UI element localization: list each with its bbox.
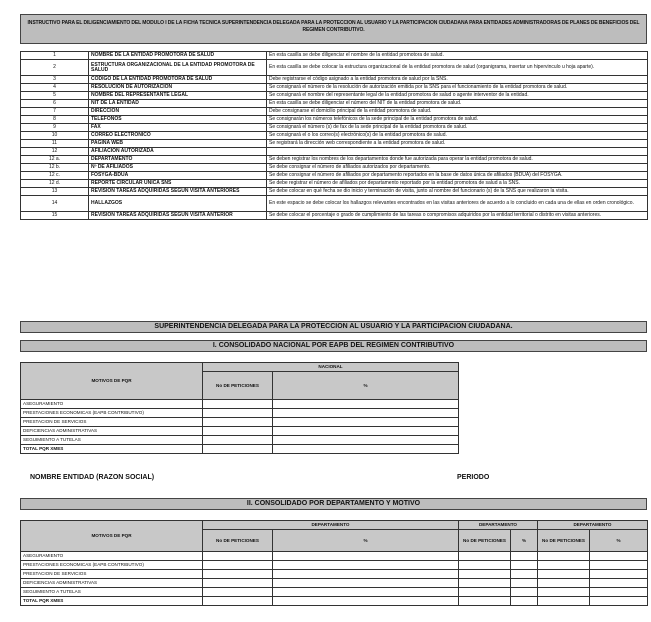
section1-motivo-label: PRESTACION DE SERVICIOS — [21, 418, 203, 427]
section1-value-cell[interactable] — [273, 418, 459, 427]
section1-row — [21, 436, 459, 445]
instruction-description: Se debe consignar el número de afiliados autorizados por departamento. — [267, 164, 648, 172]
section2-value-cell[interactable] — [273, 597, 459, 606]
instruction-description — [267, 148, 648, 156]
instruction-description: Se debe consignar el número de afiliados por departamento reportados en la base de datos única de afiliados (BDUA) del FOSYGA. — [267, 172, 648, 180]
instruction-row — [21, 164, 648, 172]
instruction-number: 12 — [21, 148, 89, 156]
instructions-header — [20, 14, 647, 44]
section1-row — [21, 400, 459, 409]
section2-peticiones-header-2-text: No DE PETICIONES — [463, 537, 506, 543]
section1-motivo-label: TOTAL PQR XMES — [21, 445, 203, 454]
instruction-number: 14 — [21, 196, 89, 212]
section2-dept-header-3 — [538, 521, 648, 530]
section2-peticiones-header-3 — [538, 530, 590, 552]
section2-value-cell[interactable] — [590, 570, 648, 579]
instruction-number: 15 — [21, 212, 89, 220]
section2-value-cell[interactable] — [273, 570, 459, 579]
instruction-description: Se consignará el o los correo(s) electrónico(s) de la entidad promotora de salud. — [267, 132, 648, 140]
section2-peticiones-header-3-text: No DE PETICIONES — [542, 537, 585, 543]
section2-motivo-label: ASEGURAMIENTO — [21, 552, 203, 561]
section1-row — [21, 409, 459, 418]
instruction-number: 5 — [21, 92, 89, 100]
instruction-number: 2 — [21, 60, 89, 76]
instruction-row — [21, 156, 648, 164]
section2-value-cell[interactable] — [203, 588, 273, 597]
instructions-header-text: INSTRUCTIVO PARA EL DILIGENCIAMIENTO DEL MODULO I DE LA FICHA TECNICA SUPERINTENDENCIA DELEGADA PARA LA PROTECCION AL USUARIO Y LA PARTICIPACION CIUDADANA PARA ENTIDADES ADMINISTRADORAS DE PLANES DE BENEFICIOS DEL REGIMEN CONTRIBUTIVO. — [27, 20, 640, 33]
instruction-field: CÓDIGO DE LA ENTIDAD PROMOTORA DE SALUD — [89, 76, 267, 84]
instruction-description: Se consignará el nombre del representante legal de la entidad promotora de salud o agente interventor de la entidad. — [267, 92, 648, 100]
section1-peticiones-header-text: No DE PETICIONES — [216, 382, 259, 388]
section2-table — [20, 520, 648, 606]
instruction-row — [21, 124, 648, 132]
instruction-row — [21, 180, 648, 188]
section2-motivo-label: TOTAL PQR XMES — [21, 597, 203, 606]
instruction-number: 8 — [21, 116, 89, 124]
section2-value-cell[interactable] — [273, 552, 459, 561]
section2-value-cell[interactable] — [590, 588, 648, 597]
instruction-description: En este espacio se debe colocar los hallazgos relevantes encontrados en las visitas anteriores de acuerdo a lo concluido en cada una de ellas en orden cronológico. — [267, 196, 648, 212]
instruction-row — [21, 196, 648, 212]
section2-value-cell[interactable] — [538, 570, 590, 579]
instruction-description: Se consignará el número (s) de fax de la sede principal de la entidad promotora de salud. — [267, 124, 648, 132]
section1-value-cell[interactable] — [273, 409, 459, 418]
instruction-row — [21, 100, 648, 108]
instruction-field: FOSYGA-BDUA — [89, 172, 267, 180]
section2-value-cell[interactable] — [459, 588, 511, 597]
instruction-field: REVISION TAREAS ADQUIRIDAS SEGÚN VISITA ANTERIORES — [89, 188, 267, 196]
instruction-row — [21, 60, 648, 76]
section2-dept-header-1-text: DEPARTAMENTO — [311, 522, 350, 528]
section2-dept-header-3-text: DEPARTAMENTO — [573, 522, 612, 528]
section2-motivo-label: PRESTACIONES ECONOMICAS (EAPB CONTRIBUTIVO) — [21, 561, 203, 570]
instruction-number: 10 — [21, 132, 89, 140]
section2-value-cell[interactable] — [538, 579, 590, 588]
instruction-number: 4 — [21, 84, 89, 92]
section2-value-cell[interactable] — [511, 579, 538, 588]
section2-motivos-header-text: MOTIVOS DE PQR — [91, 533, 132, 538]
instruction-row — [21, 140, 648, 148]
section2-value-cell[interactable] — [538, 597, 590, 606]
section2-pct-header-1-text: % — [363, 537, 368, 543]
section2-value-cell[interactable] — [273, 579, 459, 588]
section2-value-cell[interactable] — [203, 570, 273, 579]
instruction-field: CORREO ELECTRONICO — [89, 132, 267, 140]
section1-row — [21, 427, 459, 436]
section2-row — [21, 570, 648, 579]
section1-motivos-header — [21, 363, 203, 400]
section2-value-cell[interactable] — [459, 570, 511, 579]
instruction-field: REPORTE CIRCULAR UNICA SNS — [89, 180, 267, 188]
instruction-row — [21, 92, 648, 100]
instruction-row — [21, 84, 648, 92]
instruction-description: Se debe colocar el porcentaje o grado de cumplimiento de las tareas o compromisos adquiridos por la entidad territorial o distrito en visitas anteriores. — [267, 212, 648, 220]
section2-peticiones-header-1-text: No DE PETICIONES — [216, 537, 259, 543]
section2-motivo-label: PRESTACION DE SERVICIOS — [21, 570, 203, 579]
instruction-description: Se deben registrar los nombres de los departamentos donde fue autorizada para operar la entidad promotora de salud. — [267, 156, 648, 164]
instruction-field: NOMBRE DE LA ENTIDAD PROMOTORA DE SALUD — [89, 52, 267, 60]
section2-peticiones-header-2 — [459, 530, 511, 552]
instruction-field: AFILIACION AUTORIZADA — [89, 148, 267, 156]
instruction-field: ESTRUCTURA ORGANIZACIONAL DE LA ENTIDAD PROMOTORA DE SALUD — [89, 60, 267, 76]
section2-value-cell[interactable] — [538, 588, 590, 597]
section1-value-cell[interactable] — [203, 436, 273, 445]
section2-value-cell[interactable] — [459, 597, 511, 606]
section2-value-cell[interactable] — [459, 552, 511, 561]
instruction-row — [21, 116, 648, 124]
section2-value-cell[interactable] — [203, 579, 273, 588]
section2-value-cell[interactable] — [511, 570, 538, 579]
section1-value-cell[interactable] — [203, 409, 273, 418]
section2-value-cell[interactable] — [511, 588, 538, 597]
section2-value-cell[interactable] — [511, 552, 538, 561]
instruction-field: RESOLUCION DE AUTORIZACION — [89, 84, 267, 92]
section1-motivo-label: SEGUIMIENTO A TUTELAS — [21, 436, 203, 445]
section2-motivo-label: SEGUIMIENTO A TUTELAS — [21, 588, 203, 597]
section1-title: I. CONSOLIDADO NACIONAL POR EAPB DEL REGIMEN CONTRIBUTIVO — [212, 342, 455, 349]
section1-value-cell[interactable] — [273, 436, 459, 445]
section2-dept-header-1 — [203, 521, 459, 530]
instruction-field: HALLAZGOS — [89, 196, 267, 212]
section1-pct-header-text: % — [363, 382, 368, 388]
section1-value-cell[interactable] — [203, 445, 273, 454]
supersalud-title: SUPERINTENDENCIA DELEGADA PARA LA PROTECCION AL USUARIO Y LA PARTICIPACION CIUDADANA. — [154, 323, 513, 330]
section2-motivo-label: DEFICIENCIAS ADMINISTRATIVAS — [21, 579, 203, 588]
instruction-number: 7 — [21, 108, 89, 116]
section1-pct-header — [273, 372, 459, 400]
instruction-description: Debe registrarse el código asignado a la entidad promotora de salud por la SNS. — [267, 76, 648, 84]
instruction-number: 11 — [21, 140, 89, 148]
instruction-description: Se debe registrar el número de afiliados por departamento reportado por la entidad promotora de salud a la SNS. — [267, 180, 648, 188]
section2-row — [21, 597, 648, 606]
instruction-description: En esta casilla se debe colocar la estructura organizacional de la entidad promotora de salud (organigrama, insertar un hipervinculo u hoja aparte). — [267, 60, 648, 76]
section2-pct-header-1 — [273, 530, 459, 552]
instruction-row — [21, 132, 648, 140]
instruction-description: En esta casilla se debe diligenciar el número del NIT de la entidad promotora de salud. — [267, 100, 648, 108]
section2-pct-header-2 — [511, 530, 538, 552]
section1-value-cell[interactable] — [273, 400, 459, 409]
section1-peticiones-header — [203, 372, 273, 400]
instruction-field: DIRECCIÓN — [89, 108, 267, 116]
instruction-row — [21, 108, 648, 116]
instruction-row — [21, 212, 648, 220]
instruction-number: 12 a. — [21, 156, 89, 164]
section2-motivos-header — [21, 521, 203, 552]
instruction-row — [21, 188, 648, 196]
section2-row — [21, 579, 648, 588]
section2-dept-header-2-text: DEPARTAMENTO — [478, 522, 518, 528]
section2-row — [21, 561, 648, 570]
instruction-description: Se registrará la dirección web correspondiente a la entidad promotora de salud. — [267, 140, 648, 148]
instruction-description: Se debe colocar en qué fecha se dio inicio y terminación de visita, junto al nombre del funcionario (s) de la SNS que realizaron la visita. — [267, 188, 648, 196]
section2-value-cell[interactable] — [538, 561, 590, 570]
instruction-description: Se consignará el número de la resolución de autorización emitida por la SNS para el funcionamiento de la entidad promotora de salud. — [267, 84, 648, 92]
section1-value-cell[interactable] — [203, 400, 273, 409]
section1-title-bar — [20, 340, 647, 352]
section2-value-cell[interactable] — [273, 561, 459, 570]
instruction-number: 1 — [21, 52, 89, 60]
section1-row — [21, 418, 459, 427]
section2-value-cell[interactable] — [273, 588, 459, 597]
section2-value-cell[interactable] — [511, 597, 538, 606]
instruction-field: FAX — [89, 124, 267, 132]
section2-dept-header-2 — [459, 521, 538, 530]
instruction-row — [21, 148, 648, 156]
section2-value-cell[interactable] — [590, 552, 648, 561]
instruction-number: 3 — [21, 76, 89, 84]
section2-pct-header-3 — [590, 530, 648, 552]
section1-value-cell[interactable] — [203, 427, 273, 436]
instruction-field: NOMBRE DEL REPRESENTANTE LEGAL — [89, 92, 267, 100]
section2-value-cell[interactable] — [459, 579, 511, 588]
section2-title: II. CONSOLIDADO POR DEPARTAMENTO Y MOTIVO — [246, 500, 421, 507]
section1-nacional-header — [203, 363, 459, 372]
section2-value-cell[interactable] — [590, 597, 648, 606]
instruction-row — [21, 172, 648, 180]
section1-motivo-label: PRESTACIONES ECONOMICAS (EAPB CONTRIBUTIVO) — [21, 409, 203, 418]
section2-peticiones-header-1 — [203, 530, 273, 552]
instruction-field: TELEFONOS — [89, 116, 267, 124]
instructions-table — [20, 51, 648, 220]
instruction-row — [21, 52, 648, 60]
section2-value-cell[interactable] — [203, 552, 273, 561]
supersalud-title-bar — [20, 321, 647, 333]
section1-value-cell[interactable] — [203, 418, 273, 427]
section2-pct-header-2-text: % — [521, 537, 527, 543]
instruction-field: Nº DE AFILIADOS — [89, 164, 267, 172]
instruction-number: 6 — [21, 100, 89, 108]
section2-pct-header-3-text: % — [616, 537, 621, 543]
instruction-number: 13 — [21, 188, 89, 196]
section1-row — [21, 445, 459, 454]
instruction-number: 12 b. — [21, 164, 89, 172]
section2-value-cell[interactable] — [203, 597, 273, 606]
section2-row — [21, 552, 648, 561]
instruction-field: DEPARTAMENTO — [89, 156, 267, 164]
section2-row — [21, 588, 648, 597]
instruction-number: 12 c. — [21, 172, 89, 180]
section1-value-cell[interactable] — [273, 427, 459, 436]
section2-value-cell[interactable] — [590, 561, 648, 570]
instruction-row — [21, 76, 648, 84]
section1-value-cell[interactable] — [273, 445, 459, 454]
instruction-number: 9 — [21, 124, 89, 132]
instruction-field: REVISION TAREAS ADQUIRIDAS SEGÚN VISITA ANTERIOR — [89, 212, 267, 220]
section2-value-cell[interactable] — [203, 561, 273, 570]
instruction-description: En esta casilla se debe diligenciar el nombre de la entidad promotora de salud. — [267, 52, 648, 60]
section2-title-bar — [20, 498, 647, 510]
instruction-description: Debe consignarse el domicilio principal de la entidad promotora de salud. — [267, 108, 648, 116]
section2-value-cell[interactable] — [459, 561, 511, 570]
section1-motivo-label: DEFICIENCIAS ADMINISTRATIVAS — [21, 427, 203, 436]
instruction-number: 12 d. — [21, 180, 89, 188]
section2-value-cell[interactable] — [590, 579, 648, 588]
period-label: PERIODO — [457, 474, 490, 481]
instruction-description: Se consignarán los números telefónicos de la sede principal de la entidad promotora de salud. — [267, 116, 648, 124]
instruction-field: NIT DE LA ENTIDAD — [89, 100, 267, 108]
section1-motivo-label: ASEGURAMIENTO — [21, 400, 203, 409]
section1-motivos-header-text: MOTIVOS DE PQR — [91, 378, 132, 383]
section1-table — [20, 362, 459, 454]
section2-value-cell[interactable] — [511, 561, 538, 570]
section2-value-cell[interactable] — [538, 552, 590, 561]
entity-name-label: NOMBRE ENTIDAD (RAZON SOCIAL) — [30, 474, 155, 481]
section1-nacional-header-text: NACIONAL — [318, 364, 343, 370]
instruction-field: PAGINA WEB — [89, 140, 267, 148]
